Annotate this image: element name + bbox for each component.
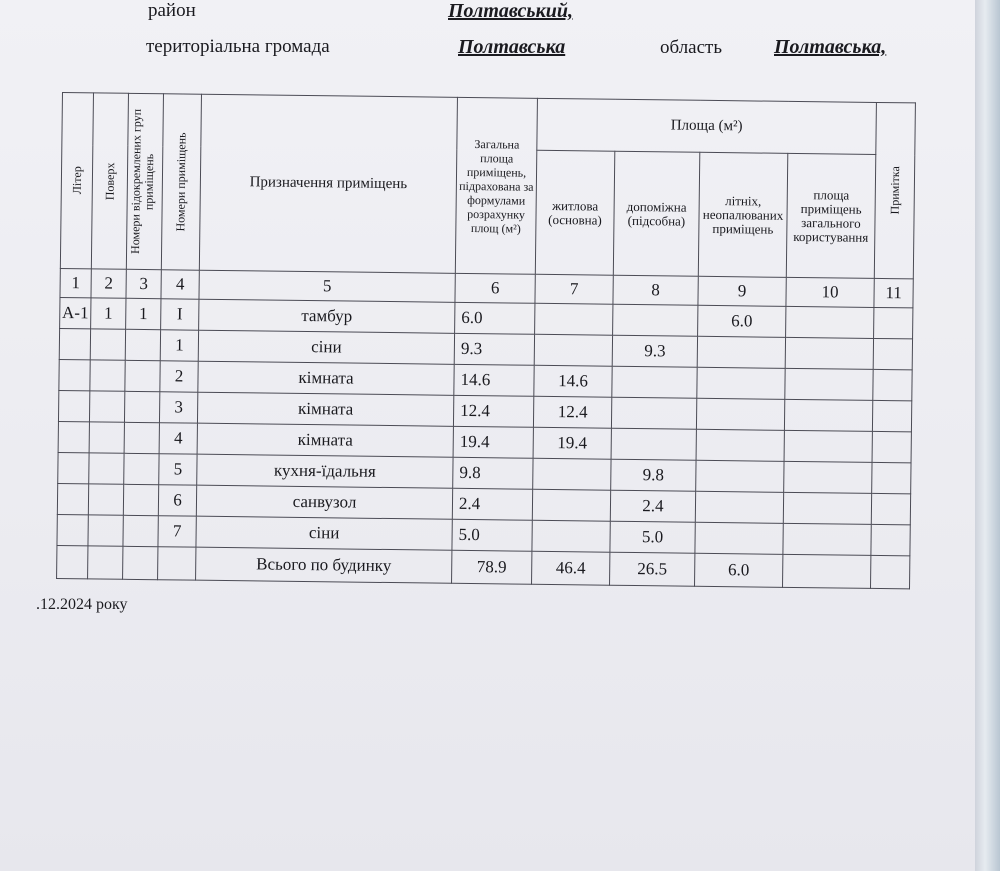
total-area-sum: 78.9: [452, 550, 532, 584]
column-number: 7: [535, 274, 613, 304]
region-value: Полтавська,: [774, 36, 887, 58]
group-cell: [124, 453, 159, 484]
liter-cell: [59, 328, 90, 359]
header-summer: літніх, неопалюваних приміщень: [698, 152, 788, 277]
column-number: 4: [161, 270, 199, 299]
liter-cell: [59, 359, 90, 390]
group-cell: [125, 360, 160, 391]
purpose-cell: тамбур: [199, 299, 455, 333]
liter-cell: [57, 483, 88, 514]
column-number: 1: [60, 268, 91, 297]
community-label: територіальна громада: [146, 36, 330, 57]
total-summer-sum: 6.0: [695, 553, 783, 587]
common-area-cell: [784, 461, 872, 493]
total-cell-empty: [57, 545, 88, 578]
common-area-cell: [785, 368, 873, 400]
header-rooms: Номери приміщень: [161, 94, 201, 270]
header-liter: Літер: [60, 93, 93, 269]
aux-area-cell: [612, 366, 697, 398]
aux-area-cell: 9.8: [611, 459, 696, 491]
common-area-cell: [783, 492, 871, 524]
purpose-cell: кімната: [198, 361, 454, 395]
total-area-cell: 14.6: [454, 364, 534, 396]
summer-area-cell: [696, 460, 784, 492]
floor-cell: [88, 515, 123, 546]
district-label: район: [148, 0, 196, 21]
floor-cell: [89, 453, 124, 484]
total-area-cell: 12.4: [453, 395, 533, 427]
region-label: область: [660, 37, 723, 58]
floor-cell: [90, 360, 125, 391]
group-cell: [123, 515, 158, 546]
aux-area-cell: [611, 428, 696, 460]
total-common-sum: [783, 554, 871, 588]
living-area-cell: [532, 489, 610, 521]
floor-cell: [89, 422, 124, 453]
aux-area-cell: 5.0: [610, 521, 695, 553]
total-living-sum: 46.4: [532, 551, 610, 585]
summer-area-cell: [696, 429, 784, 461]
floor-cell: [89, 391, 124, 422]
summer-area-cell: [695, 491, 783, 523]
total-aux-sum: 26.5: [610, 552, 695, 586]
living-area-cell: [535, 303, 613, 335]
aux-area-cell: 9.3: [612, 335, 697, 367]
floor-cell: [88, 484, 123, 515]
common-area-cell: [784, 399, 872, 431]
common-area-cell: [784, 430, 872, 462]
column-number: 9: [698, 276, 786, 306]
header-floor: Поверх: [91, 93, 128, 269]
district-value: Полтавський,: [448, 0, 573, 22]
aux-area-cell: 2.4: [610, 490, 695, 522]
column-number: 11: [874, 278, 913, 307]
purpose-cell: кухня-їдальня: [197, 454, 453, 488]
column-number: 5: [199, 270, 455, 302]
purpose-cell: кімната: [197, 392, 453, 426]
total-cell-empty: [158, 547, 196, 580]
header-area-group: Площа (м²): [537, 98, 877, 154]
floor-cell: [90, 329, 125, 360]
total-note: [870, 555, 909, 588]
living-area-cell: [533, 458, 611, 490]
total-area-cell: 9.8: [453, 457, 533, 489]
page-edge-background: [975, 0, 1000, 871]
summer-area-cell: [696, 398, 784, 430]
header-auxiliary: допоміжна (підсобна): [613, 151, 700, 276]
liter-cell: [58, 452, 89, 483]
group-cell: 1: [126, 298, 161, 329]
floor-cell: 1: [91, 298, 126, 329]
living-area-cell: [534, 334, 612, 366]
document-date: .12.2024 року: [36, 596, 128, 613]
header-note: Примітка: [874, 102, 915, 278]
note-cell: [872, 462, 911, 493]
note-cell: [871, 493, 910, 524]
note-cell: [872, 431, 911, 462]
column-number: 10: [786, 277, 874, 307]
group-cell: [124, 391, 159, 422]
header-groups: Номери відокремлених груп приміщень: [126, 93, 163, 269]
total-area-cell: 9.3: [454, 333, 534, 365]
aux-area-cell: [613, 304, 698, 336]
liter-cell: А-1: [60, 297, 91, 328]
room-number-cell: 7: [158, 516, 196, 547]
living-area-cell: [532, 520, 610, 552]
common-area-cell: [783, 523, 871, 555]
summer-area-cell: [697, 336, 785, 368]
note-cell: [872, 400, 911, 431]
room-number-cell: 4: [159, 423, 197, 454]
group-cell: [124, 422, 159, 453]
header-living: житлова (основна): [535, 150, 615, 275]
column-number: 2: [91, 269, 126, 298]
community-value: Полтавська: [458, 36, 566, 58]
liter-cell: [57, 514, 88, 545]
room-number-cell: 6: [158, 485, 196, 516]
room-number-cell: 1: [160, 330, 198, 361]
room-number-cell: I: [161, 299, 199, 330]
living-area-cell: 19.4: [533, 427, 611, 459]
header-total-area: Загальна площа приміщень, підрахована за формулами розрахунку площ (м²): [455, 97, 537, 274]
summer-area-cell: [697, 367, 785, 399]
living-area-cell: 14.6: [534, 365, 612, 397]
total-cell-empty: [88, 546, 123, 579]
total-area-cell: 2.4: [452, 488, 532, 520]
note-cell: [873, 369, 912, 400]
living-area-cell: 12.4: [533, 396, 611, 428]
header-purpose: Призначення приміщень: [199, 94, 457, 273]
liter-cell: [58, 421, 89, 452]
room-number-cell: 3: [159, 392, 197, 423]
total-cell-empty: [123, 546, 158, 579]
total-label: Всього по будинку: [196, 547, 452, 583]
total-area-cell: 5.0: [452, 519, 532, 551]
purpose-cell: санвузол: [196, 485, 452, 519]
summer-area-cell: [695, 522, 783, 554]
note-cell: [871, 524, 910, 555]
premises-table: [56, 92, 916, 589]
header-common: площа приміщень загального користування: [786, 153, 876, 278]
column-number: 8: [613, 275, 698, 305]
purpose-cell: сіни: [196, 516, 452, 550]
summer-area-cell: 6.0: [698, 305, 786, 337]
room-number-cell: 5: [159, 454, 197, 485]
note-cell: [873, 338, 912, 369]
aux-area-cell: [611, 397, 696, 429]
liter-cell: [58, 390, 89, 421]
purpose-cell: кімната: [197, 423, 453, 457]
group-cell: [125, 329, 160, 360]
group-cell: [123, 484, 158, 515]
note-cell: [874, 307, 913, 338]
purpose-cell: сіни: [198, 330, 454, 364]
common-area-cell: [785, 337, 873, 369]
column-number: 6: [455, 273, 535, 303]
column-number: 3: [126, 269, 161, 298]
total-area-cell: 6.0: [455, 302, 535, 334]
total-area-cell: 19.4: [453, 426, 533, 458]
common-area-cell: [786, 306, 874, 338]
room-number-cell: 2: [160, 361, 198, 392]
